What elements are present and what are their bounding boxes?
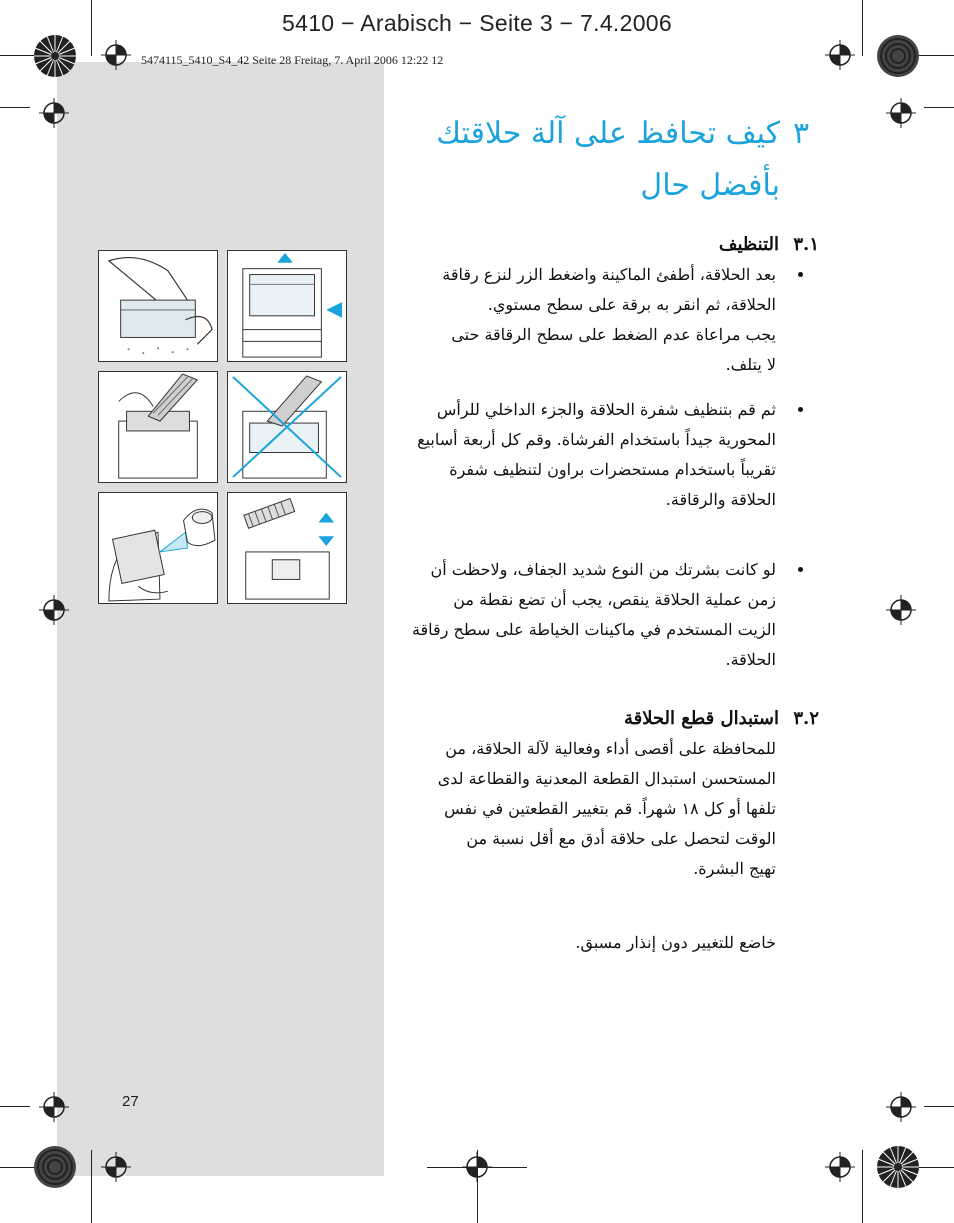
text-line: المحورية جيداً باستخدام الفرشاة. وقم كل أربعة أسابيع	[417, 430, 776, 449]
text-line: ثم قم بتنظيف شفرة الحلاقة والجزء الداخلي للرأس	[436, 400, 776, 419]
text-line: تهيج البشرة.	[693, 859, 776, 878]
registration-crosshair-icon	[101, 1152, 131, 1182]
text-line: الحلاقة والرقاقة.	[665, 490, 776, 509]
text-line: لا يتلف.	[725, 355, 776, 374]
cleaning-bullet-3	[396, 555, 776, 675]
registration-crosshair-icon	[39, 98, 69, 128]
registration-crosshair-icon	[886, 595, 916, 625]
sunburst-registration-icon	[33, 1145, 77, 1189]
text-line: تلفها أو كل ١٨ شهراً. قم بتغيير القطعتين في نفس	[444, 799, 776, 818]
hand-removing-foil-icon	[98, 250, 218, 362]
subsection-title: استبدال قطع الحلاقة	[623, 708, 779, 729]
section-heading	[402, 108, 822, 212]
text-line: يجب مراعاة عدم الضغط على سطح الرقاقة حتى	[451, 325, 776, 344]
crop-line	[862, 1150, 863, 1223]
text-line: الحلاقة، ثم انقر به برقة على سطح مستوي.	[487, 295, 776, 314]
text-line: الحلاقة.	[725, 650, 776, 669]
crop-line	[91, 1150, 92, 1223]
registration-crosshair-icon	[825, 40, 855, 70]
text-line: الزيت المستخدم في ماكينات الخياطة على سطح رقاقة	[411, 620, 776, 639]
text-line: بعد الحلاقة، أطفئ الماكينة واضغط الزر لنزع رقاقة	[442, 265, 776, 284]
bullet-icon	[798, 567, 803, 572]
crop-line	[91, 0, 92, 56]
text-line: لو كانت بشرتك من النوع شديد الجفاف، ولاحظت أن	[430, 560, 776, 579]
registration-crosshair-icon	[886, 98, 916, 128]
crop-line	[0, 107, 30, 108]
crop-line	[924, 107, 954, 108]
section-number: ٣	[792, 116, 810, 151]
text-line: الوقت لتحصل على حلاقة أدق مع أقل نسبة من	[466, 829, 776, 848]
page-number: 27	[122, 1093, 139, 1110]
crop-line	[924, 1106, 954, 1107]
gray-side-panel	[57, 62, 384, 1176]
foil-release-arrows-icon	[227, 250, 347, 362]
section-title-line1: كيف تحافظ على آلة حلاقتك	[436, 116, 780, 151]
crop-line	[862, 0, 863, 56]
bullet-icon	[798, 407, 803, 412]
crop-line	[0, 1106, 30, 1107]
sunburst-registration-icon	[33, 34, 77, 78]
subsection-title: التنظيف	[718, 234, 779, 255]
sunburst-registration-icon	[876, 1145, 920, 1189]
oil-drop-on-foil-icon	[98, 492, 218, 604]
header-title: 5410 − Arabisch − Seite 3 − 7.4.2006	[282, 10, 672, 36]
subsection-heading-replacement	[399, 708, 819, 729]
text-line: زمن عملية الحلاقة ينقص، يجب أن تضع نقطة من	[453, 590, 776, 609]
registration-crosshair-icon	[39, 1092, 69, 1122]
cutter-block-replace-icon	[227, 492, 347, 604]
brush-cleaning-cutter-icon	[98, 371, 218, 483]
cleaning-bullet-1	[396, 260, 776, 380]
brush-on-foil-crossed-icon	[227, 371, 347, 483]
text-line: للمحافظة على أقصى أداء وفعالية لآلة الحلاقة، من	[445, 739, 776, 758]
registration-crosshair-icon	[39, 595, 69, 625]
section-title-line2: بأفضل حال	[640, 168, 780, 203]
text-line: تقريباً باستخدام مستحضرات براون لتنظيف شفرة	[449, 460, 776, 479]
registration-crosshair-icon	[462, 1152, 492, 1182]
print-info-line: 5474115_5410_S4_42 Seite 28 Freitag, 7. April 2006 12:22 12	[141, 53, 444, 67]
bullet-icon	[798, 272, 803, 277]
subsection-number: ٣.١	[793, 234, 819, 255]
change-notice: خاضع للتغيير دون إنذار مسبق.	[575, 933, 776, 952]
registration-crosshair-icon	[886, 1092, 916, 1122]
replacement-paragraph	[396, 734, 776, 884]
sunburst-registration-icon	[876, 34, 920, 78]
subsection-heading-cleaning	[399, 234, 819, 255]
subsection-number: ٣.٢	[793, 708, 819, 729]
registration-crosshair-icon	[825, 1152, 855, 1182]
cleaning-bullet-2	[396, 395, 776, 515]
text-line: المستحسن استبدال القطعة المعدنية والقطاعة لدى	[437, 769, 776, 788]
registration-crosshair-icon	[101, 40, 131, 70]
